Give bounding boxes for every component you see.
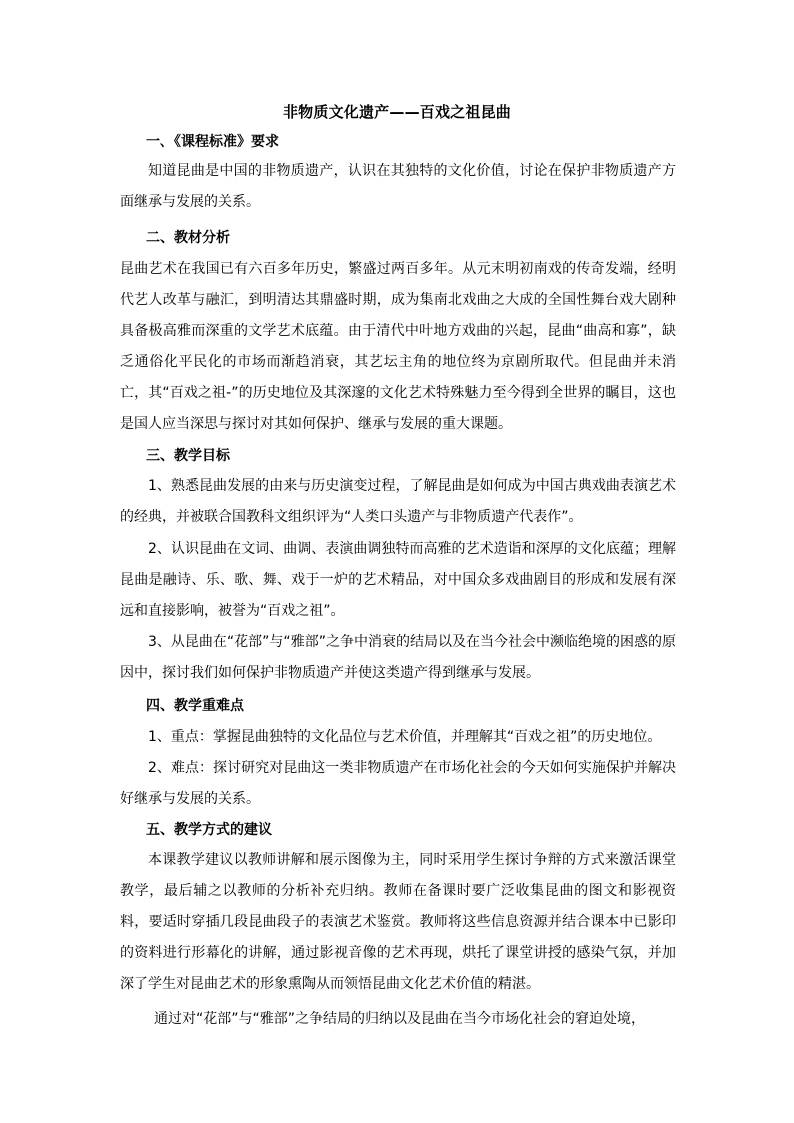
paragraph-objective-2: 2、认识昆曲在文词、曲调、表演曲调独特而高雅的艺术造诣和深厚的文化底蕴；理解昆曲是融诗、乐、歌、舞、戏于一炉的艺术精品，对中国众多戏曲剧目的形成和发展有深远和直接影响，被誉为“百戏之祖”。 (120, 541, 676, 619)
paragraph-standards: 知道昆曲是中国的非物质遗产，认识在其独特的文化价值，讨论在保护非物质遗产方面继承与发展的关系。 (120, 163, 676, 210)
paragraph-difficulty: 2、难点：探讨研究对昆曲这一类非物质遗产在市场化社会的今天如何实施保护并解决好继承与发展的关系。 (120, 760, 676, 807)
section-heading-objectives: 三、教学目标 (146, 448, 230, 464)
section-heading-standards: 一､《课程标准》要求 (146, 134, 279, 150)
paragraph-methods: 本课教学建议以教师讲解和展示图像为主，同时采用学生探讨争辩的方式来激活课堂教学，最后辅之以教师的分析补充归纳。教师在备课时要广泛收集昆曲的图文和影视资料，要适时穿插几段昆曲段子的表演艺术鉴赏。教师将这些信息资源并结合课本中已影印的资料进行形幕化的讲解，通过影视音像的艺术再现，烘托了课堂讲授的感染气氛，并加深了学生对昆曲艺术的形象熏陶从而领悟昆曲文化艺术价值的精湛。 (120, 852, 676, 992)
paragraph-key-point: 1、重点：掌握昆曲独特的文化品位与艺术价值，并理解其“百戏之祖”的历史地位。 (148, 729, 662, 745)
page-title: 非物质文化遗产——百戏之祖昆曲 (282, 103, 511, 121)
paragraph-objective-3: 3、从昆曲在“花部”与“雅部”之争中消衰的结局以及在当今社会中濒临绝境的困惑的原因中，探讨我们如何保护非物质遗产并使这类遗产得到继承与发展。 (120, 634, 676, 681)
paragraph-objective-1: 1、熟悉昆曲发展的由来与历史演变过程，了解昆曲是如何成为中国古典戏曲表演艺术的经典，并被联合国教科文组织评为“人类口头遗产与非物质遗产代表作”。 (120, 478, 676, 525)
section-heading-key-points: 四、教学重难点 (146, 698, 244, 714)
section-heading-analysis: 二、教材分析 (146, 230, 230, 246)
paragraph-methods-continued: 通过对“花部”与“雅部”之争结局的归纳以及昆曲在当今市场化社会的窘迫处境， (154, 1011, 646, 1027)
paragraph-analysis: 昆曲艺术在我国已有六百多年历史，繁盛过两百多年。从元末明初南戏的传奇发端，经明代艺人改革与融汇，到明清达其鼎盛时期，成为集南北戏曲之大成的全国性舞台戏大剧种具备极高雅而深重的文学艺术底蕴。由于清代中叶地方戏曲的兴起，昆曲“曲高和寡”，缺乏通俗化平民化的市场而渐趋消衰，其艺坛主角的地位终为京剧所取代。但昆曲并未消亡，其“百戏之祖-”的历史地位及其深邃的文化艺术特殊魅力至今得到全世界的瞩目，这也是国人应当深思与探讨对其如何保护、继承与发展的重大课题。 (120, 261, 676, 432)
section-heading-methods: 五、教学方式的建议 (146, 822, 272, 838)
